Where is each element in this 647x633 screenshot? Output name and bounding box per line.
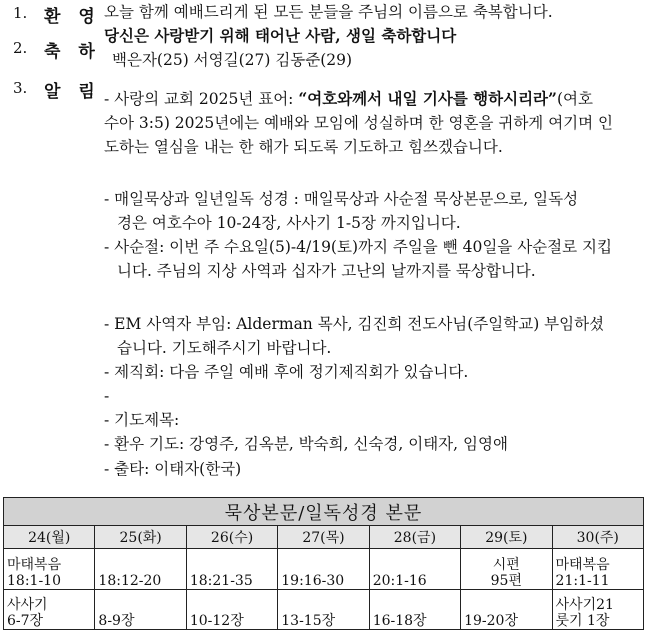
birthday-names: 백은자(25) 서영길(27) 김동준(29) [112,51,353,69]
notice-motto-line-3: 도하는 열심을 내는 한 해가 되도록 기도하고 힘쓰겠습니다. [104,138,503,156]
reading-table-title: 묵상본문/일독성경 본문 [4,498,644,526]
day-header-row [4,526,644,549]
devotion-cell: 마태복음 18:1-10 [4,549,95,590]
notice-meeting: - 제직회: 다음 주일 예배 후에 정기제직회가 있습니다. [104,363,469,381]
notice-motto-suffix: (여호 [556,90,593,108]
reading-table [3,497,644,630]
day-header: 25(화) [95,526,186,549]
notice-motto-text: “여호와께서 내일 기사를 행하시리라” [298,89,557,108]
notice-em-line-2: 습니다. 기도해주시기 바랍니다. [117,339,332,357]
bible-reading-cell: 10-12장 [186,590,277,630]
devotion-cell: 19:16-30 [278,549,369,590]
section-1-heading: 환 영 [44,7,101,27]
section-3-number: 3. [13,79,28,97]
day-header: 27(목) [278,526,369,549]
notice-prayer-sick: - 환우 기도: 강영주, 김옥분, 박숙희, 신숙경, 이태자, 임영애 [104,435,508,453]
notice-lent-line-1: - 사순절: 이번 주 수요일(5)-4/19(토)까지 주일을 뺀 40일을 사순절로 지킵 [104,238,612,256]
day-header: 26(수) [186,526,277,549]
section-3-heading: 알 림 [44,82,101,102]
devotion-cell: 마태복음 21:1-11 [552,549,643,590]
bible-reading-cell: 사사기21 룻기 1장 [552,590,643,630]
notice-devotion-line-2: 경은 여호수아 10-24장, 사사기 1-5장 까지입니다. [117,214,461,232]
section-2-heading: 축 하 [44,42,101,62]
notice-motto-line [104,89,593,109]
bible-reading-cell: 사사기 6-7장 [4,590,95,630]
devotion-cell: 18:12-20 [95,549,186,590]
bible-reading-cell: 8-9장 [95,590,186,630]
devotion-cell: 시편 95편 [461,549,552,590]
notice-prayer-title: - 기도제목: [104,411,180,429]
day-header: 28(금) [369,526,460,549]
devotion-cell: 18:21-35 [186,549,277,590]
day-header: 29(토) [461,526,552,549]
bible-reading-cell: 16-18장 [369,590,460,630]
notice-lent-line-2: 니다. 주님의 지상 사역과 십자가 고난의 날까지를 묵상합니다. [117,262,536,280]
bible-reading-cell: 19-20장 [461,590,552,630]
welcome-text: 오늘 함께 예배드리게 된 모든 분들을 주님의 이름으로 축복합니다. [104,3,553,21]
notice-em-line-1: - EM 사역자 부임: Alderman 목사, 김진희 전도사님(주일학교) 부임하셨 [104,315,605,333]
notice-devotion-line-1: - 매일묵상과 일년일독 성경 : 매일묵상과 사순절 묵상본문으로, 일독성 [104,190,579,208]
table-row [4,549,644,590]
birthday-line: 당신은 사랑받기 위해 태어난 사람, 생일 축하합니다 [104,26,457,45]
notice-motto-prefix: - 사랑의 교회 2025년 표어: [104,90,299,108]
devotion-cell: 20:1-16 [369,549,460,590]
section-1-number: 1. [13,4,28,22]
bible-reading-cell: 13-15장 [278,590,369,630]
table-row [4,590,644,630]
notice-motto-line-2: 수아 3:5) 2025년에는 예배와 모임에 성실하며 한 영혼을 귀하게 여기며 인 [104,114,614,132]
notice-away: - 출타: 이태자(한국) [104,460,242,478]
day-header: 24(월) [4,526,95,549]
notice-blank-dash: - [104,387,110,405]
section-2-number: 2. [13,39,28,57]
day-header: 30(주) [552,526,643,549]
